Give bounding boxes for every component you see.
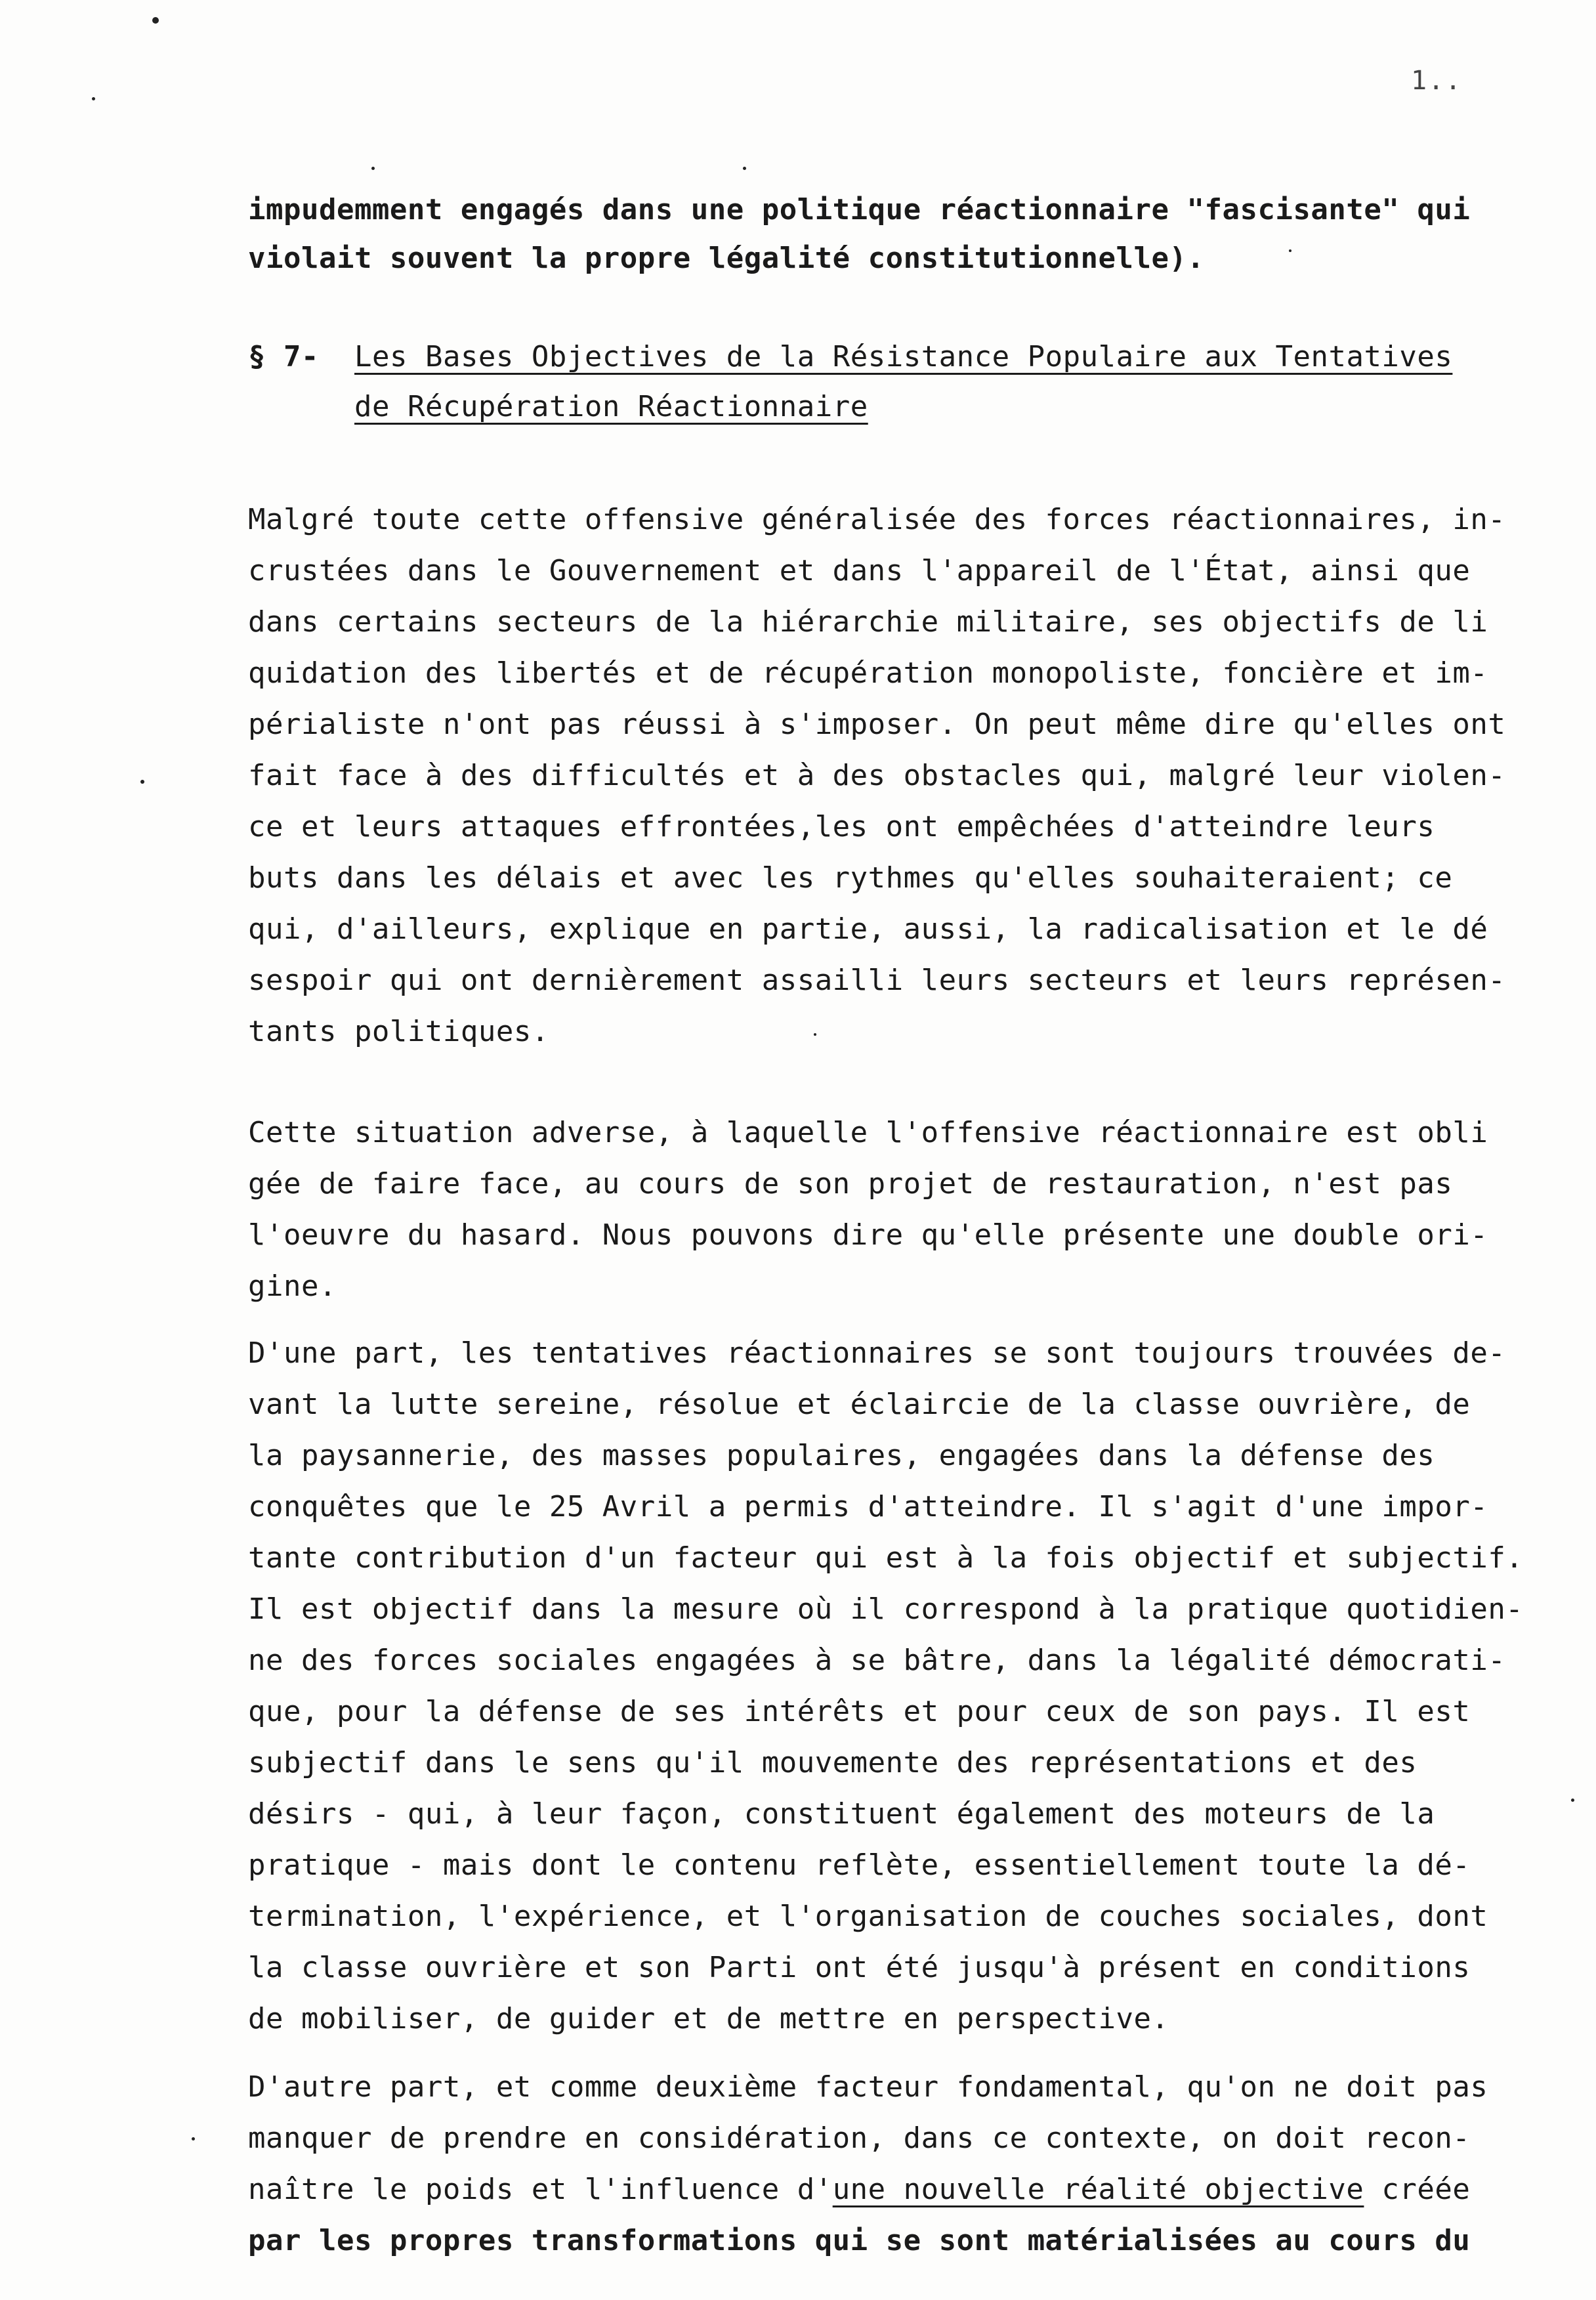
text-line: de mobiliser, de guider et de mettre en perspective.	[248, 2002, 1169, 2035]
scan-speck	[1571, 1799, 1574, 1802]
text-line: dans certains secteurs de la hiérarchie militaire, ses objectifs de li	[248, 605, 1488, 639]
underlined-phrase: une nouvelle réalité objective	[832, 2173, 1364, 2206]
text-line: violait souvent la propre légalité constitutionnelle).	[248, 242, 1205, 275]
text-segment: naître le poids et l'influence d'	[248, 2173, 833, 2206]
text-line: qui, d'ailleurs, explique en partie, aussi, la radicalisation et le dé	[248, 912, 1488, 946]
text-line: ce et leurs attaques effrontées,les ont empêchées d'atteindre leurs	[248, 810, 1435, 843]
text-line: sespoir qui ont dernièrement assailli leurs secteurs et leurs représen-	[248, 964, 1506, 997]
text-line: l'oeuvre du hasard. Nous pouvons dire qu'elle présente une double ori-	[248, 1218, 1488, 1252]
text-line: vant la lutte sereine, résolue et éclaircie de la classe ouvrière, de	[248, 1388, 1471, 1421]
section-title-text: Les Bases Objectives de la Résistance Populaire aux Tentatives	[354, 340, 1453, 373]
section-mark: § 7-	[248, 340, 319, 373]
page-number: 1..	[1411, 66, 1463, 96]
text-line: quidation des libertés et de récupération monopoliste, foncière et im-	[248, 656, 1488, 690]
text-line: termination, l'expérience, et l'organisation de couches sociales, dont	[248, 1900, 1488, 1933]
text-line: gée de faire face, au cours de son projet de restauration, n'est pas	[248, 1167, 1453, 1201]
text-segment: créée	[1364, 2173, 1471, 2206]
text-line: par les propres transformations qui se sont matérialisées au cours du	[248, 2224, 1471, 2257]
text-line: manquer de prendre en considération, dans ce contexte, on doit recon-	[248, 2121, 1471, 2155]
text-line: périaliste n'ont pas réussi à s'imposer. On peut même dire qu'elles ont	[248, 708, 1506, 741]
section-title-text: de Récupération Réactionnaire	[354, 390, 868, 423]
text-line: D'autre part, et comme deuxième facteur fondamental, qu'on ne doit pas	[248, 2070, 1488, 2104]
text-line: la paysannerie, des masses populaires, engagées dans la défense des	[248, 1439, 1435, 1472]
text-line: la classe ouvrière et son Parti ont été jusqu'à présent en conditions	[248, 1951, 1471, 1984]
text-line: D'une part, les tentatives réactionnaires se sont toujours trouvées de-	[248, 1336, 1506, 1370]
text-line: gine.	[248, 1269, 337, 1303]
text-line: subjectif dans le sens qu'il mouvemente des représentations et des	[248, 1746, 1418, 1779]
scan-speck	[152, 17, 159, 24]
text-line: que, pour la défense de ses intérêts et pour ceux de son pays. Il est	[248, 1695, 1471, 1728]
scan-speck	[814, 1033, 816, 1036]
scan-speck	[140, 780, 144, 784]
text-line: Cette situation adverse, à laquelle l'offensive réactionnaire est obli	[248, 1116, 1488, 1149]
text-line: Malgré toute cette offensive généralisée des forces réactionnaires, in-	[248, 503, 1506, 536]
text-line: fait face à des difficultés et à des obstacles qui, malgré leur violen-	[248, 759, 1506, 792]
text-line: pratique - mais dont le contenu reflète, essentiellement toute la dé-	[248, 1848, 1471, 1882]
scan-speck	[192, 2137, 195, 2140]
text-line: crustées dans le Gouvernement et dans l'appareil de l'État, ainsi que	[248, 554, 1471, 587]
scan-speck	[1289, 249, 1292, 252]
text-line: Il est objectif dans la mesure où il correspond à la pratique quotidien-	[248, 1592, 1524, 1626]
scan-speck	[92, 97, 95, 100]
section-title-line-2	[354, 390, 868, 423]
section-title-line-1	[354, 340, 1453, 373]
scan-speck	[371, 167, 375, 170]
text-line-with-underline	[248, 2175, 1470, 2204]
text-line: tants politiques.	[248, 1015, 549, 1048]
text-line: conquêtes que le 25 Avril a permis d'atteindre. Il s'agit d'une impor-	[248, 1490, 1488, 1523]
scan-speck	[743, 167, 746, 170]
text-line: désirs - qui, à leur façon, constituent également des moteurs de la	[248, 1797, 1435, 1831]
text-line: ne des forces sociales engagées à se bâtre, dans la légalité démocrati-	[248, 1644, 1506, 1677]
text-line: buts dans les délais et avec les rythmes qu'elles souhaiteraient; ce	[248, 861, 1453, 895]
text-line: tante contribution d'un facteur qui est à la fois objectif et subjectif.	[248, 1541, 1524, 1575]
text-line: impudemment engagés dans une politique réactionnaire "fascisante" qui	[248, 193, 1471, 226]
